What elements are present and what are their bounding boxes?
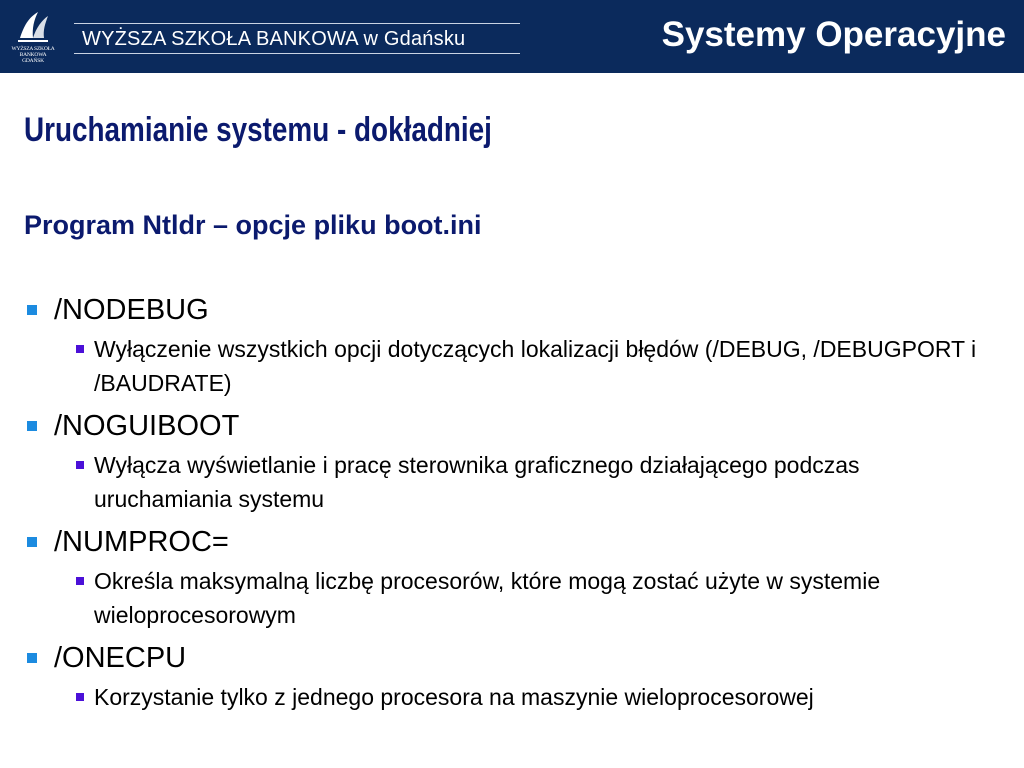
square-bullet-icon — [27, 653, 37, 663]
header-band — [0, 0, 1024, 73]
small-square-bullet-icon — [76, 345, 84, 353]
option-description: Korzystanie tylko z jednego procesora na maszynie wieloprocesorowej — [94, 684, 814, 710]
square-bullet-icon — [27, 421, 37, 431]
header-divider-bottom — [74, 53, 520, 54]
option-list — [24, 292, 1004, 722]
small-square-bullet-icon — [76, 577, 84, 585]
option-name: /NUMPROC= — [54, 526, 229, 558]
list-item — [24, 292, 1004, 328]
school-logo — [10, 6, 56, 68]
small-square-bullet-icon — [76, 693, 84, 701]
list-item — [24, 640, 1004, 676]
option-name: /NODEBUG — [54, 294, 209, 326]
option-name: /ONECPU — [54, 642, 187, 674]
list-item — [74, 564, 1004, 632]
square-bullet-icon — [27, 537, 37, 547]
option-name: /NOGUIBOOT — [54, 410, 240, 442]
wsb-crest-icon — [14, 8, 52, 44]
list-item — [24, 408, 1004, 444]
option-description: Wyłącza wyświetlanie i pracę sterownika graficznego działającego podczas uruchamiania systemu — [94, 452, 860, 512]
logo-text: WYŻSZA SZKOŁA BANKOWA GDAŃSK — [11, 46, 55, 64]
list-item — [74, 448, 1004, 516]
list-item — [24, 524, 1004, 560]
slide-subtitle: Program Ntldr – opcje pliku boot.ini — [24, 210, 482, 240]
header-divider-top — [74, 23, 520, 24]
list-item — [74, 332, 1004, 400]
small-square-bullet-icon — [76, 461, 84, 469]
list-item — [74, 680, 1004, 714]
slide-title: Uruchamianie systemu - dokładniej — [24, 111, 492, 149]
option-description: Określa maksymalną liczbę procesorów, które mogą zostać użyte w systemie wieloprocesorowym — [94, 568, 881, 628]
option-description: Wyłączenie wszystkich opcji dotyczących lokalizacji błędów (/DEBUG, /DEBUGPORT i /BAUDRATE) — [94, 336, 977, 396]
course-title: Systemy Operacyjne — [661, 15, 1006, 54]
square-bullet-icon — [27, 305, 37, 315]
school-name: WYŻSZA SZKOŁA BANKOWA w Gdańsku — [82, 28, 466, 50]
